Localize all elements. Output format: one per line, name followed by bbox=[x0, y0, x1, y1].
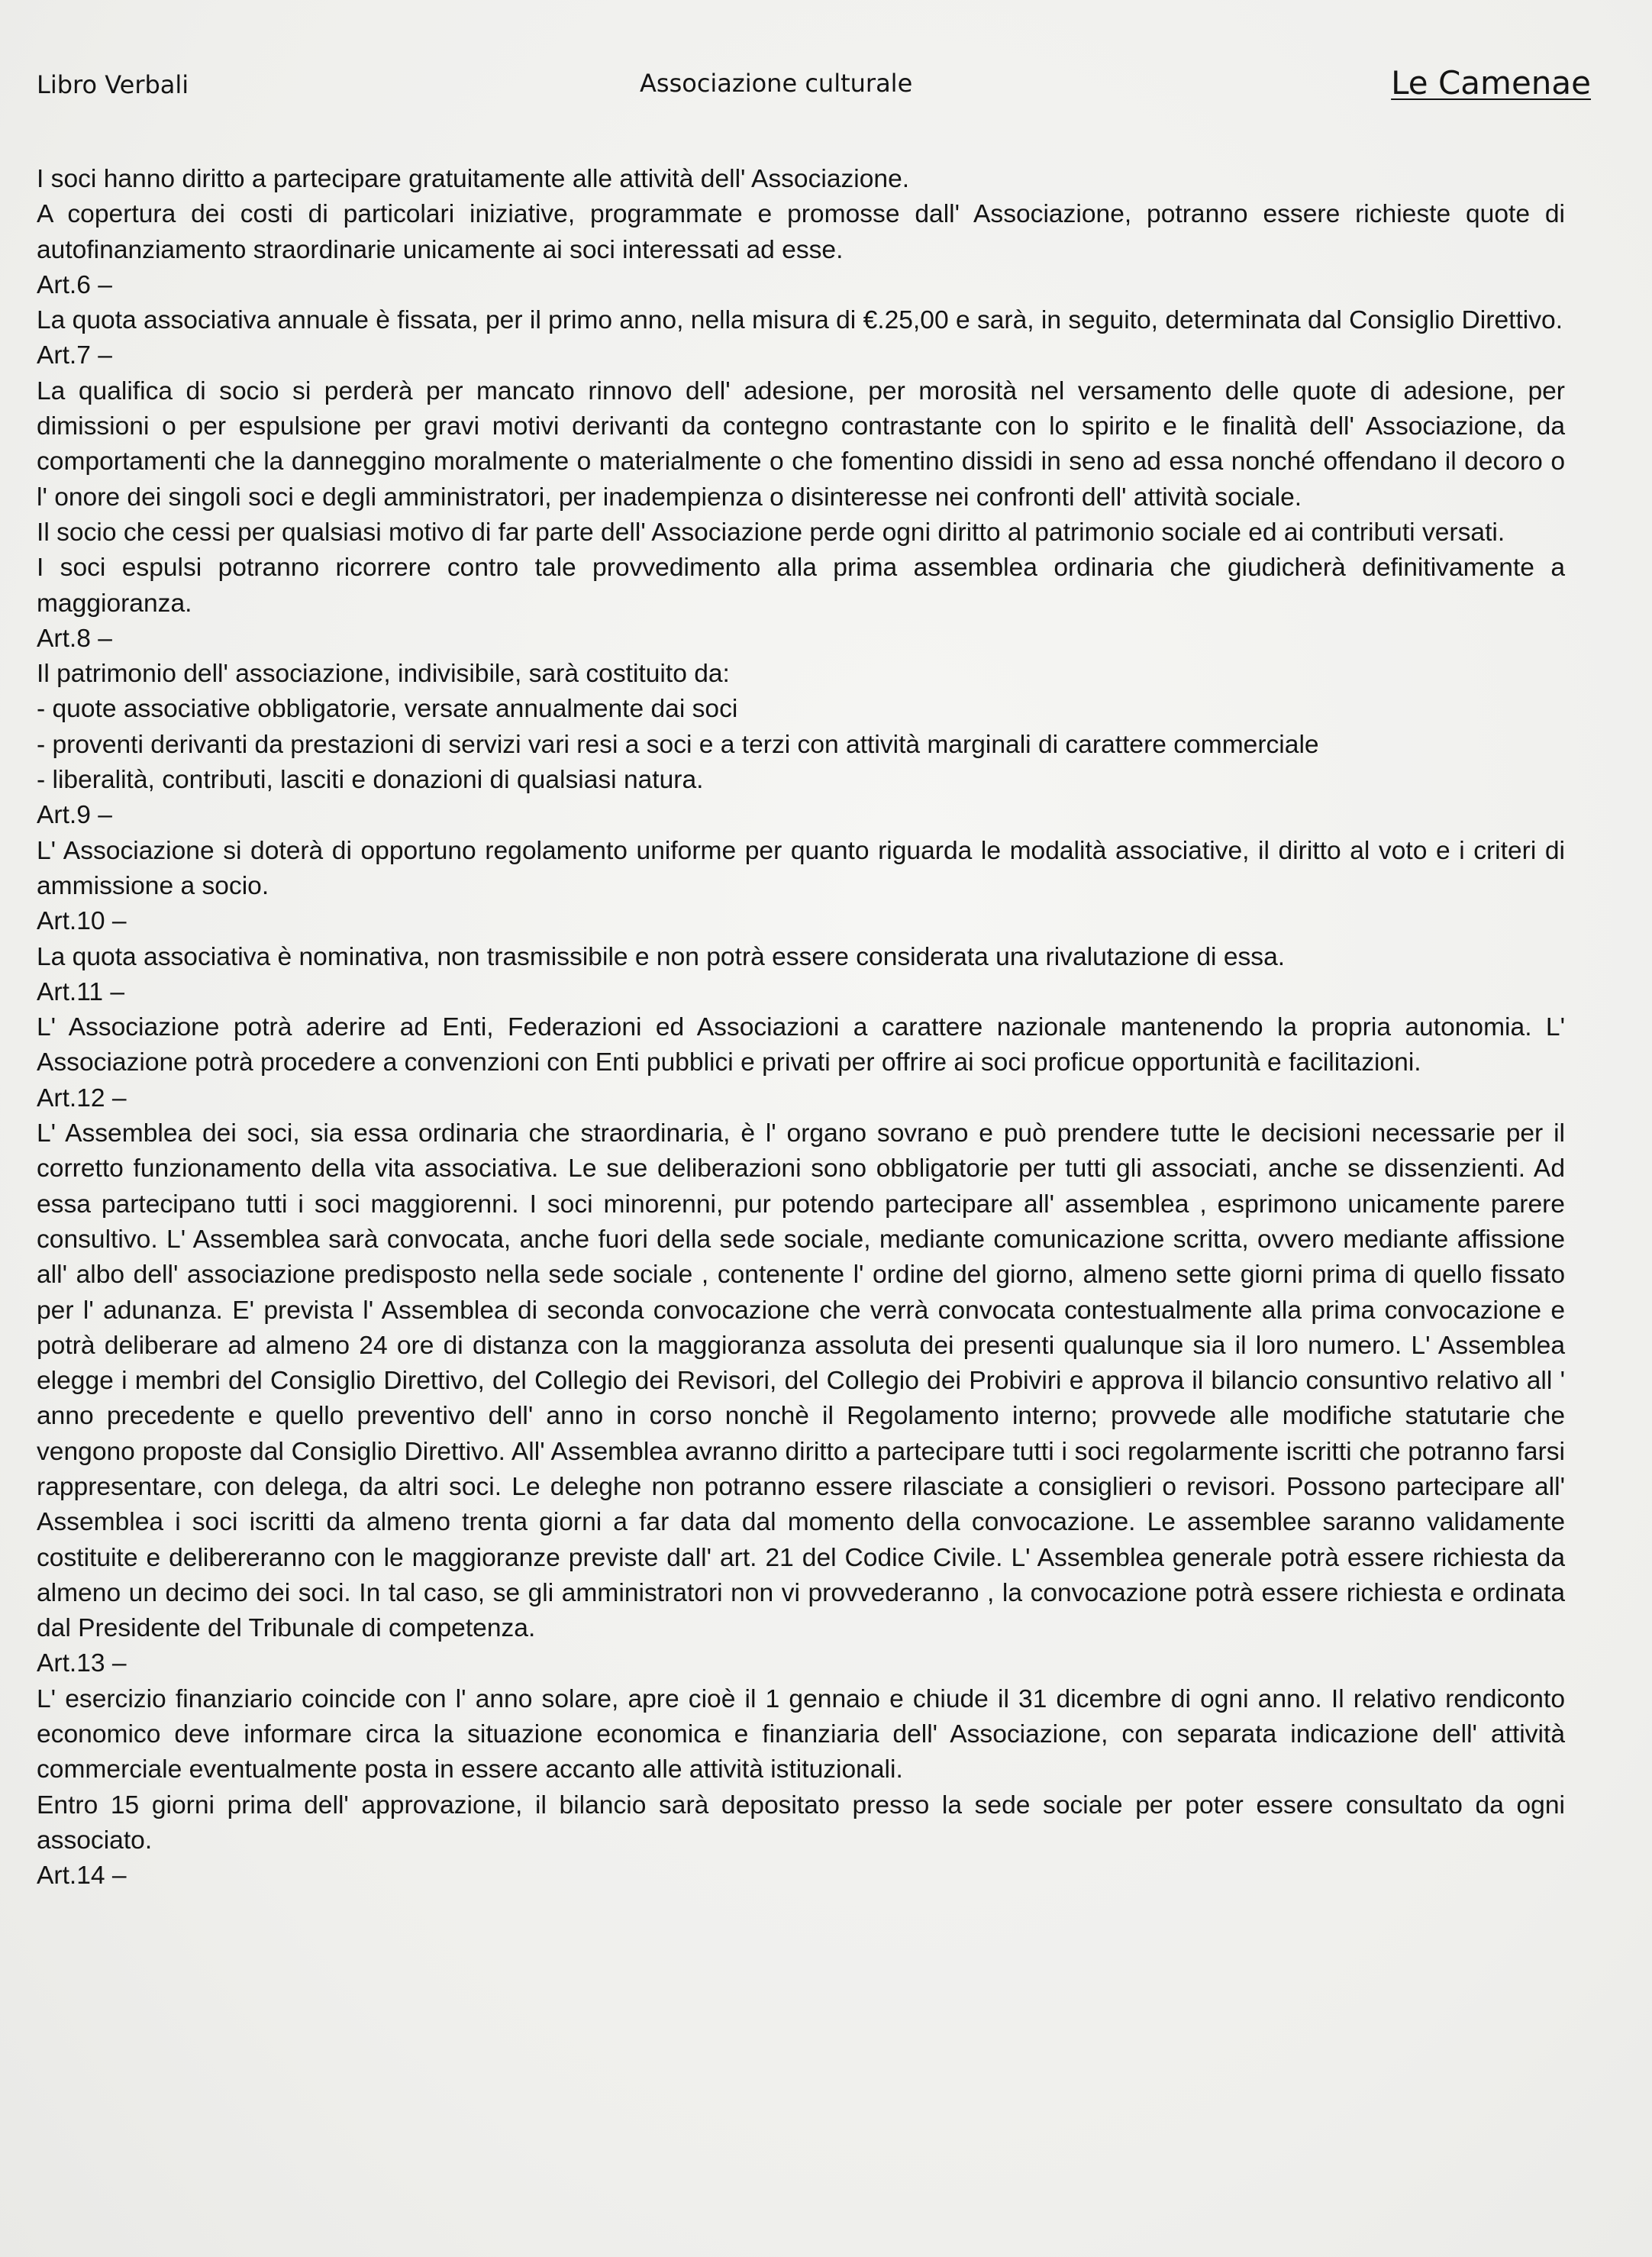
article-heading: Art.10 – bbox=[37, 907, 127, 936]
article-heading: Art.11 – bbox=[37, 977, 125, 1006]
article-heading: Art.7 – bbox=[37, 341, 112, 370]
paragraph: A copertura dei costi di particolari iniziative, programmate e promosse dall' Associazione, potranno essere richieste quote di autofinanziamento straordinarie unicamente ai soci interessati ad esse. bbox=[37, 200, 1565, 264]
header-right: Le Camenae bbox=[1391, 64, 1591, 102]
paragraph: L' esercizio finanziario coincide con l' anno solare, apre cioè il 1 gennaio e chiude il 31 dicembre di ogni anno. Il relativo rendiconto economico deve informare circa la situazione economica e finanziaria dell' Associazione, con separata indicazione dell' attività commerciale eventualmente posta in essere accanto alle attività istituzionali. bbox=[37, 1684, 1565, 1784]
paragraph: L' Assemblea dei soci, sia essa ordinaria che straordinaria, è l' organo sovrano e può prendere tutte le decisioni necessarie per il corretto funzionamento della vita associativa. Le sue deliberazioni sono obbligatorie per tutti gli associati, anche se dissenzienti. Ad essa partecipano tutti i soci maggiorenni. I soci minorenni, pur potendo partecipare all' assemblea , esprimono unicamente parere consultivo. L' Assemblea sarà convocata, anche fuori della sede sociale, mediante comunicazione scritta, ovvero mediante affissione all' albo dell' associazione predisposto nella sede sociale , contenente l' ordine del giorno, almeno sette giorni prima di quello fissato per l' adunanza. E' prevista l' Assemblea di seconda convocazione che verrà convocata contestualmente alla prima convocazione e potrà deliberare ad almeno 24 ore di distanza con la maggioranza assoluta dei presenti qualunque sia il loro numero. L' Assemblea elegge i membri del Consiglio Direttivo, del Collegio dei Revisori, del Collegio dei Probiviri e approva il bilancio consuntivo relativo all ' anno precedente e quello preventivo dell' anno in corso nonchè il Regolamento interno; provvede alle modifiche statutarie che vengono proposte dal Consiglio Direttivo. All' Assemblea avranno diritto a partecipare tutti i soci regolarmente iscritti che potranno farsi rappresentare, con delega, da altri soci. Le deleghe non potranno essere rilasciate a consiglieri o revisori. Possono partecipare all' Assemblea i soci iscritti da almeno trenta giorni a far data dal momento della convocazione. Le assemblee saranno validamente costituite e delibereranno con le maggioranze previste dall' art. 21 del Codice Civile. L' Assemblea generale potrà essere richiesta da almeno un decimo dei soci. In tal caso, se gli amministratori non vi provvederanno , la convocazione potrà essere richiesta e ordinata dal Presidente del Tribunale di competenza. bbox=[37, 1119, 1565, 1643]
paragraph: - proventi derivanti da prestazioni di servizi vari resi a soci e a terzi con attività marginali di carattere commerciale bbox=[37, 730, 1319, 759]
paragraph: La qualifica di socio si perderà per mancato rinnovo dell' adesione, per morosità nel versamento delle quote di adesione, per dimissioni o per espulsione per gravi motivi derivanti da contegno contrastante con lo spirito e le finalità dell' Associazione, da comportamenti che la danneggino moralmente o materialmente o che fomentino dissidi in seno ad essa nonché offendano il decoro o l' onore dei singoli soci e degli amministratori, per inadempienza o disinteresse nei confronti dell' attività sociale. bbox=[37, 376, 1565, 512]
page-header bbox=[37, 64, 1591, 110]
article-heading: Art.14 – bbox=[37, 1861, 127, 1891]
header-center: Associazione culturale bbox=[640, 69, 913, 98]
article-heading: Art.8 – bbox=[37, 624, 112, 653]
paragraph: - liberalità, contributi, lasciti e donazioni di qualsiasi natura. bbox=[37, 766, 704, 795]
article-heading: Art.13 – bbox=[37, 1649, 127, 1678]
paragraph: Entro 15 giorni prima dell' approvazione, il bilancio sarà depositato presso la sede sociale per poter essere consultato da ogni associato. bbox=[37, 1790, 1565, 1855]
paragraph: Il socio che cessi per qualsiasi motivo di far parte dell' Associazione perde ogni diritto al patrimonio sociale ed ai contributi versati. bbox=[37, 518, 1505, 547]
header-left: Libro Verbali bbox=[37, 70, 189, 99]
paragraph: I soci hanno diritto a partecipare gratuitamente alle attività dell' Associazione. bbox=[37, 165, 910, 193]
paragraph: Il patrimonio dell' associazione, indivisibile, sarà costituito da: bbox=[37, 660, 730, 689]
document-body bbox=[37, 162, 1565, 1894]
paragraph: L' Associazione si doterà di opportuno regolamento uniforme per quanto riguarda le modalità associative, il diritto al voto e i criteri di ammissione a socio. bbox=[37, 836, 1565, 900]
article-heading: Art.6 – bbox=[37, 270, 112, 299]
paragraph: - quote associative obbligatorie, versate annualmente dai soci bbox=[37, 695, 738, 724]
paragraph: La quota associativa annuale è fissata, per il primo anno, nella misura di €.25,00 e sarà, in seguito, determinata dal Consiglio Direttivo. bbox=[37, 306, 1563, 335]
paragraph: L' Associazione potrà aderire ad Enti, Federazioni ed Associazioni a carattere nazionale mantenendo la propria autonomia. L' Associazione potrà procedere a convenzioni con Enti pubblici e privati per offrire ai soci proficue opportunità e facilitazioni. bbox=[37, 1013, 1565, 1077]
paragraph: La quota associativa è nominativa, non trasmissibile e non potrà essere considerata una rivalutazione di essa. bbox=[37, 942, 1286, 971]
article-heading: Art.12 – bbox=[37, 1083, 127, 1112]
paragraph: I soci espulsi potranno ricorrere contro tale provvedimento alla prima assemblea ordinaria che giudicherà definitivamente a maggioranza. bbox=[37, 554, 1565, 618]
article-heading: Art.9 – bbox=[37, 801, 112, 830]
